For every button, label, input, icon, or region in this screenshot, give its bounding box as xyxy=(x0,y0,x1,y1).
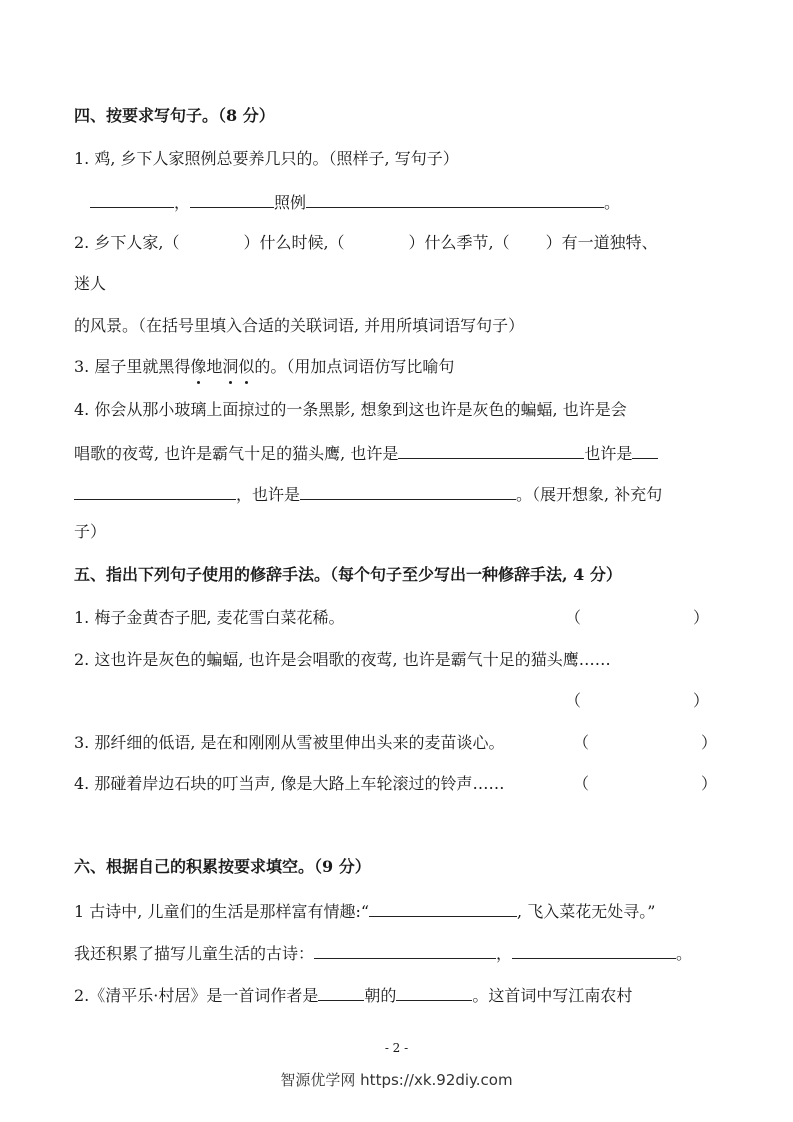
s6-q1-part-a: 1 古诗中, 儿童们的生活是那样富有情趣:“ xyxy=(74,902,370,921)
s6-q1-line2-a: 我还积累了描写儿童生活的古诗： xyxy=(74,944,315,963)
footer-watermark: 智源优学网 https://xk.92diy.com xyxy=(280,1071,513,1089)
answer-blank[interactable] xyxy=(314,940,496,959)
answer-blank[interactable] xyxy=(300,481,516,500)
s6-q2-part-c: 。这首词中写江南农村 xyxy=(472,986,633,1005)
s6-q1-part-b: , 飞入菜花无处寻。” xyxy=(517,902,656,921)
s5-question-3: 3. 那纤细的低语, 是在和刚刚从雪被里伸出头来的麦苗谈心。 xyxy=(74,733,505,752)
paren-open: （ xyxy=(565,691,582,710)
answer-blank[interactable] xyxy=(632,440,658,459)
section-5-heading: 五、指出下列句子使用的修辞手法。（每个句子至少写出一种修辞手法, 4 分） xyxy=(74,565,622,584)
period: 。 xyxy=(604,193,621,212)
s4-question-2-line-2: 迷人 xyxy=(74,274,107,293)
q3-pre: 3. 屋子里就黑得 xyxy=(74,357,191,376)
s5-question-4: 4. 那碰着岸边石块的叮当声, 像是大路上车轮滚过的铃声…… xyxy=(74,774,505,793)
q4-part-c: ，也许是 xyxy=(236,485,301,504)
paren-open: （ xyxy=(573,733,590,752)
q2-part-a: 2. 乡下人家,（ xyxy=(74,233,180,252)
s4-question-4-line-1: 4. 你会从那小玻璃上面掠过的一条黑影, 想象到这也许是灰色的蝙蝠, 也许是会 xyxy=(74,400,627,419)
q3-post: 的。（用加点词语仿写比喻句 xyxy=(254,357,455,376)
s4-question-2-line-1 xyxy=(74,231,658,255)
s6-q2-part-a: 2.《清平乐·村居》是一首词作者是 xyxy=(74,986,319,1005)
paren-close: ） xyxy=(693,691,710,710)
paren-close: ） xyxy=(701,774,718,793)
answer-blank[interactable] xyxy=(398,440,584,459)
answer-blank[interactable] xyxy=(369,898,517,917)
s5-q3-answer-paren[interactable] xyxy=(573,731,717,755)
s6-question-2-line-1 xyxy=(74,982,632,1008)
s6-q2-part-b: 朝的 xyxy=(364,986,397,1005)
section-6-heading: 六、根据自己的积累按要求填空。（9 分） xyxy=(74,857,371,876)
s5-q2-answer-paren[interactable] xyxy=(565,689,709,713)
section-4-heading: 四、按要求写句子。（8 分） xyxy=(74,106,275,125)
page-number: - 2 - xyxy=(384,1041,409,1055)
q3-mid: 地 xyxy=(206,357,223,376)
answer-blank[interactable] xyxy=(90,189,174,208)
q4-part-b: 也许是 xyxy=(584,444,633,463)
dotted-char: 似 xyxy=(238,355,254,379)
s4-question-4-line-2 xyxy=(74,440,658,466)
s4-question-3 xyxy=(74,355,454,379)
answer-blank[interactable] xyxy=(74,481,236,500)
paren-open: （ xyxy=(573,774,590,793)
s5-q4-answer-paren[interactable] xyxy=(573,772,717,796)
dotted-char: 像 xyxy=(190,355,206,379)
paren-open: （ xyxy=(565,608,582,627)
s4-question-2-line-3: 的风景。（在括号里填入合适的关联词语, 并用所填词语写句子） xyxy=(74,316,525,335)
s5-question-2: 2. 这也许是灰色的蝙蝠, 也许是会唱歌的夜莺, 也许是霸气十足的猫头鹰…… xyxy=(74,650,611,669)
answer-blank[interactable] xyxy=(190,189,274,208)
s4-question-1: 1. 鸡, 乡下人家照例总要养几只的。（照样子, 写句子） xyxy=(74,149,459,168)
q4-part-d: 。（展开想象, 补充句 xyxy=(516,485,663,504)
s6-question-1-line-1 xyxy=(74,898,655,924)
comma: ， xyxy=(496,944,513,963)
s6-question-1-line-2 xyxy=(74,940,692,966)
s4-question-4-line-3 xyxy=(74,481,662,507)
q2-part-d: ）有一道独特、 xyxy=(545,233,658,252)
paren-close: ） xyxy=(693,608,710,627)
answer-blank[interactable] xyxy=(396,982,472,1001)
answer-blank[interactable] xyxy=(512,940,676,959)
answer-blank[interactable] xyxy=(318,982,364,1001)
s4-q1-answer-line xyxy=(90,189,620,215)
s4-question-4-line-4: 子） xyxy=(74,522,107,541)
period: 。 xyxy=(676,944,693,963)
q2-part-c: ）什么季节,（ xyxy=(408,233,510,252)
q4-part-a: 唱歌的夜莺, 也许是霸气十足的猫头鹰, 也许是 xyxy=(74,444,399,463)
q2-part-b: ）什么时候,（ xyxy=(243,233,345,252)
dotted-char: 洞 xyxy=(222,355,238,379)
fill-word: 照例 xyxy=(274,193,307,212)
answer-blank[interactable] xyxy=(306,189,604,208)
paren-close: ） xyxy=(701,733,718,752)
comma: ， xyxy=(174,193,191,212)
s5-q1-answer-paren[interactable] xyxy=(565,606,709,630)
s5-question-1: 1. 梅子金黄杏子肥, 麦花雪白菜花稀。 xyxy=(74,608,345,627)
